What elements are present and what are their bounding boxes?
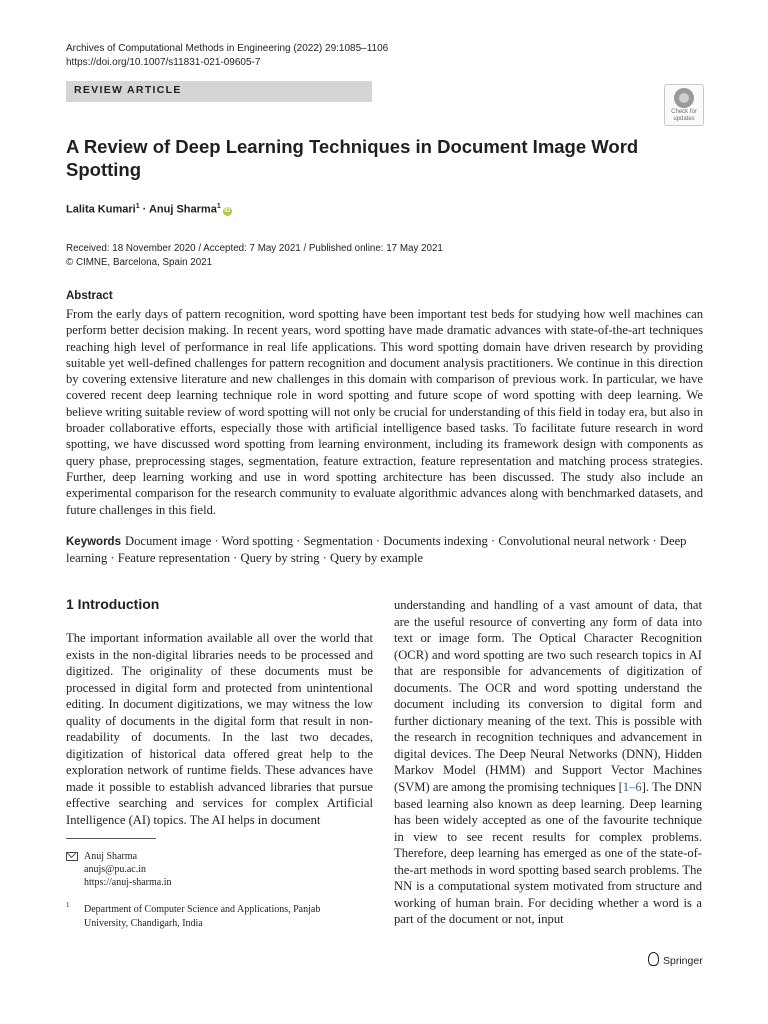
intro-left-column: The important information available all over the world that exists in the non-digital libraries needs to be processed and digitized. The originality of these documents must be processed in digital form and protected from unintentional editing. In document digitizations, we may witness the low quality of documents in the digital form that result in non-readability of documents. In the last two decades, digitization of historical data offered great help to the exploration network of runtime fields. These advances have made it possible to establish advanced libraries that pursue effective searching and services for complex Artificial Intelligence (AI) topics. The AI helps in document bbox=[66, 631, 373, 828]
copyright-line: © CIMNE, Barcelona, Spain 2021 bbox=[66, 257, 213, 268]
author-affiliation-sup: 1 bbox=[135, 203, 140, 210]
citation-link[interactable]: 1 bbox=[622, 780, 630, 795]
author-list bbox=[66, 203, 232, 216]
springer-logo-icon bbox=[648, 952, 659, 966]
crossmark-text bbox=[665, 109, 703, 122]
contact-url[interactable]: https://anuj-sharma.in bbox=[84, 877, 172, 888]
doi-link[interactable]: https://doi.org/10.1007/s11831-021-09605-7 bbox=[66, 57, 261, 68]
publisher-footer bbox=[648, 952, 703, 967]
envelope-icon bbox=[66, 852, 78, 861]
contact-email[interactable]: anujs@pu.ac.in bbox=[84, 864, 146, 875]
keywords-heading: Keywords bbox=[66, 536, 121, 548]
abstract-text: From the early days of pattern recognition, word spotting have been important test beds for studying how well machines can perform better decision making. In recent years, word spotting have made dramatic advances with state-of-the-art techniques reaching high level of performance in real life applications. This word spotting domain have driven research by providing suitable yet well-defined challenges for pattern recognition and document analysis practitioners. We continue in this direction by covering extensive literature and new challenges in this domain with comparison of previous work. In particular, we have covered recent deep learning technique role in word spotting and future scope of word spotting with deep learning. We believe writing suitable review of word spotting will not only be crucial for understanding of this field in today era, but also in broader collaborative efforts, especially those with artificial intelligence based tasks. To facilitate future research in word spotting, we have discussed word spotting from learning environment, including its framework design with components as query phase, preprocessing stages, segmentation, feature extraction, feature representation and matching process strategies. Further, deep learning working and use in word spotting architecture has been discussed. The study also include an experimental comparison for the research community to evaluate algorithmic advances along with benchmarked datasets, and future challenges in this field. bbox=[66, 307, 703, 517]
author-affiliation-sup: 1 bbox=[216, 203, 221, 210]
intro-right-column bbox=[394, 597, 702, 928]
affiliation-mark: 1 bbox=[66, 901, 70, 909]
publisher-name: Springer bbox=[663, 955, 703, 967]
intro-right-text-after: ]. The DNN based learning also known as deep learning. Deep learning has been widely accepted as one of the favourite technique in view to see recent results for complex problems. Therefore, deep learning has emerged as one of the state-of-the-art methods in word spotting based search problems. The NN is a computational system motivated from structure and working of human brain. For deciding whether a word is a part of the document or not, input bbox=[394, 780, 702, 927]
corresponding-author bbox=[84, 850, 172, 889]
section-heading: 1 Introduction bbox=[66, 596, 160, 612]
citation-link[interactable]: 6 bbox=[635, 780, 642, 795]
intro-right-text-before: understanding and handling of a vast amount of data, that are the useful resource of converting any form of data into text or image form. The Optical Character Recognition (OCR) and word spotting are two such research topics in AI that are responsible for advancements of digitization of documents. The OCR and word spotting understand the document including its conversion to digital form and further dictionary meaning of the text. This is possible with the research in recognition techniques and advancement in digital devices. The Deep Neural Networks (DNN), Hidden Markov Model (HMM) and Support Vector Machines (SVM) are among the promising techniques [ bbox=[394, 598, 702, 795]
journal-citation: Archives of Computational Methods in Engineering (2022) 29:1085–1106 bbox=[66, 43, 389, 54]
citation-dash: – bbox=[629, 780, 636, 795]
keywords-list: Document image · Word spotting · Segmentation · Documents indexing · Convolutional neural network · Deep learning · Feature representation · Query by string · Query by example bbox=[66, 534, 687, 566]
publication-dates: Received: 18 November 2020 / Accepted: 7 May 2021 / Published online: 17 May 2021 bbox=[66, 243, 443, 254]
contact-name: Anuj Sharma bbox=[84, 851, 138, 862]
paper-title: A Review of Deep Learning Techniques in Document Image Word Spotting bbox=[66, 136, 639, 180]
article-type-banner bbox=[66, 81, 372, 102]
crossmark-line1: Check for bbox=[671, 109, 697, 115]
author-name[interactable]: Anuj Sharma bbox=[148, 203, 217, 216]
crossmark-icon[interactable] bbox=[664, 84, 704, 126]
orcid-icon[interactable]: iD bbox=[224, 207, 231, 214]
keywords-block bbox=[66, 533, 703, 567]
author-separator: · bbox=[139, 203, 149, 216]
crossmark-circle-icon bbox=[674, 88, 694, 108]
article-type-label: REVIEW ARTICLE bbox=[74, 84, 182, 96]
affiliation-text: Department of Computer Science and Applications, Panjab University, Chandigarh, India bbox=[84, 904, 321, 929]
journal-header bbox=[66, 42, 388, 70]
crossmark-line2: updates bbox=[673, 115, 695, 122]
footnote-divider bbox=[66, 838, 156, 839]
author-name[interactable]: Lalita Kumari bbox=[66, 203, 136, 216]
abstract-heading: Abstract bbox=[66, 290, 113, 302]
publication-history bbox=[66, 242, 443, 270]
